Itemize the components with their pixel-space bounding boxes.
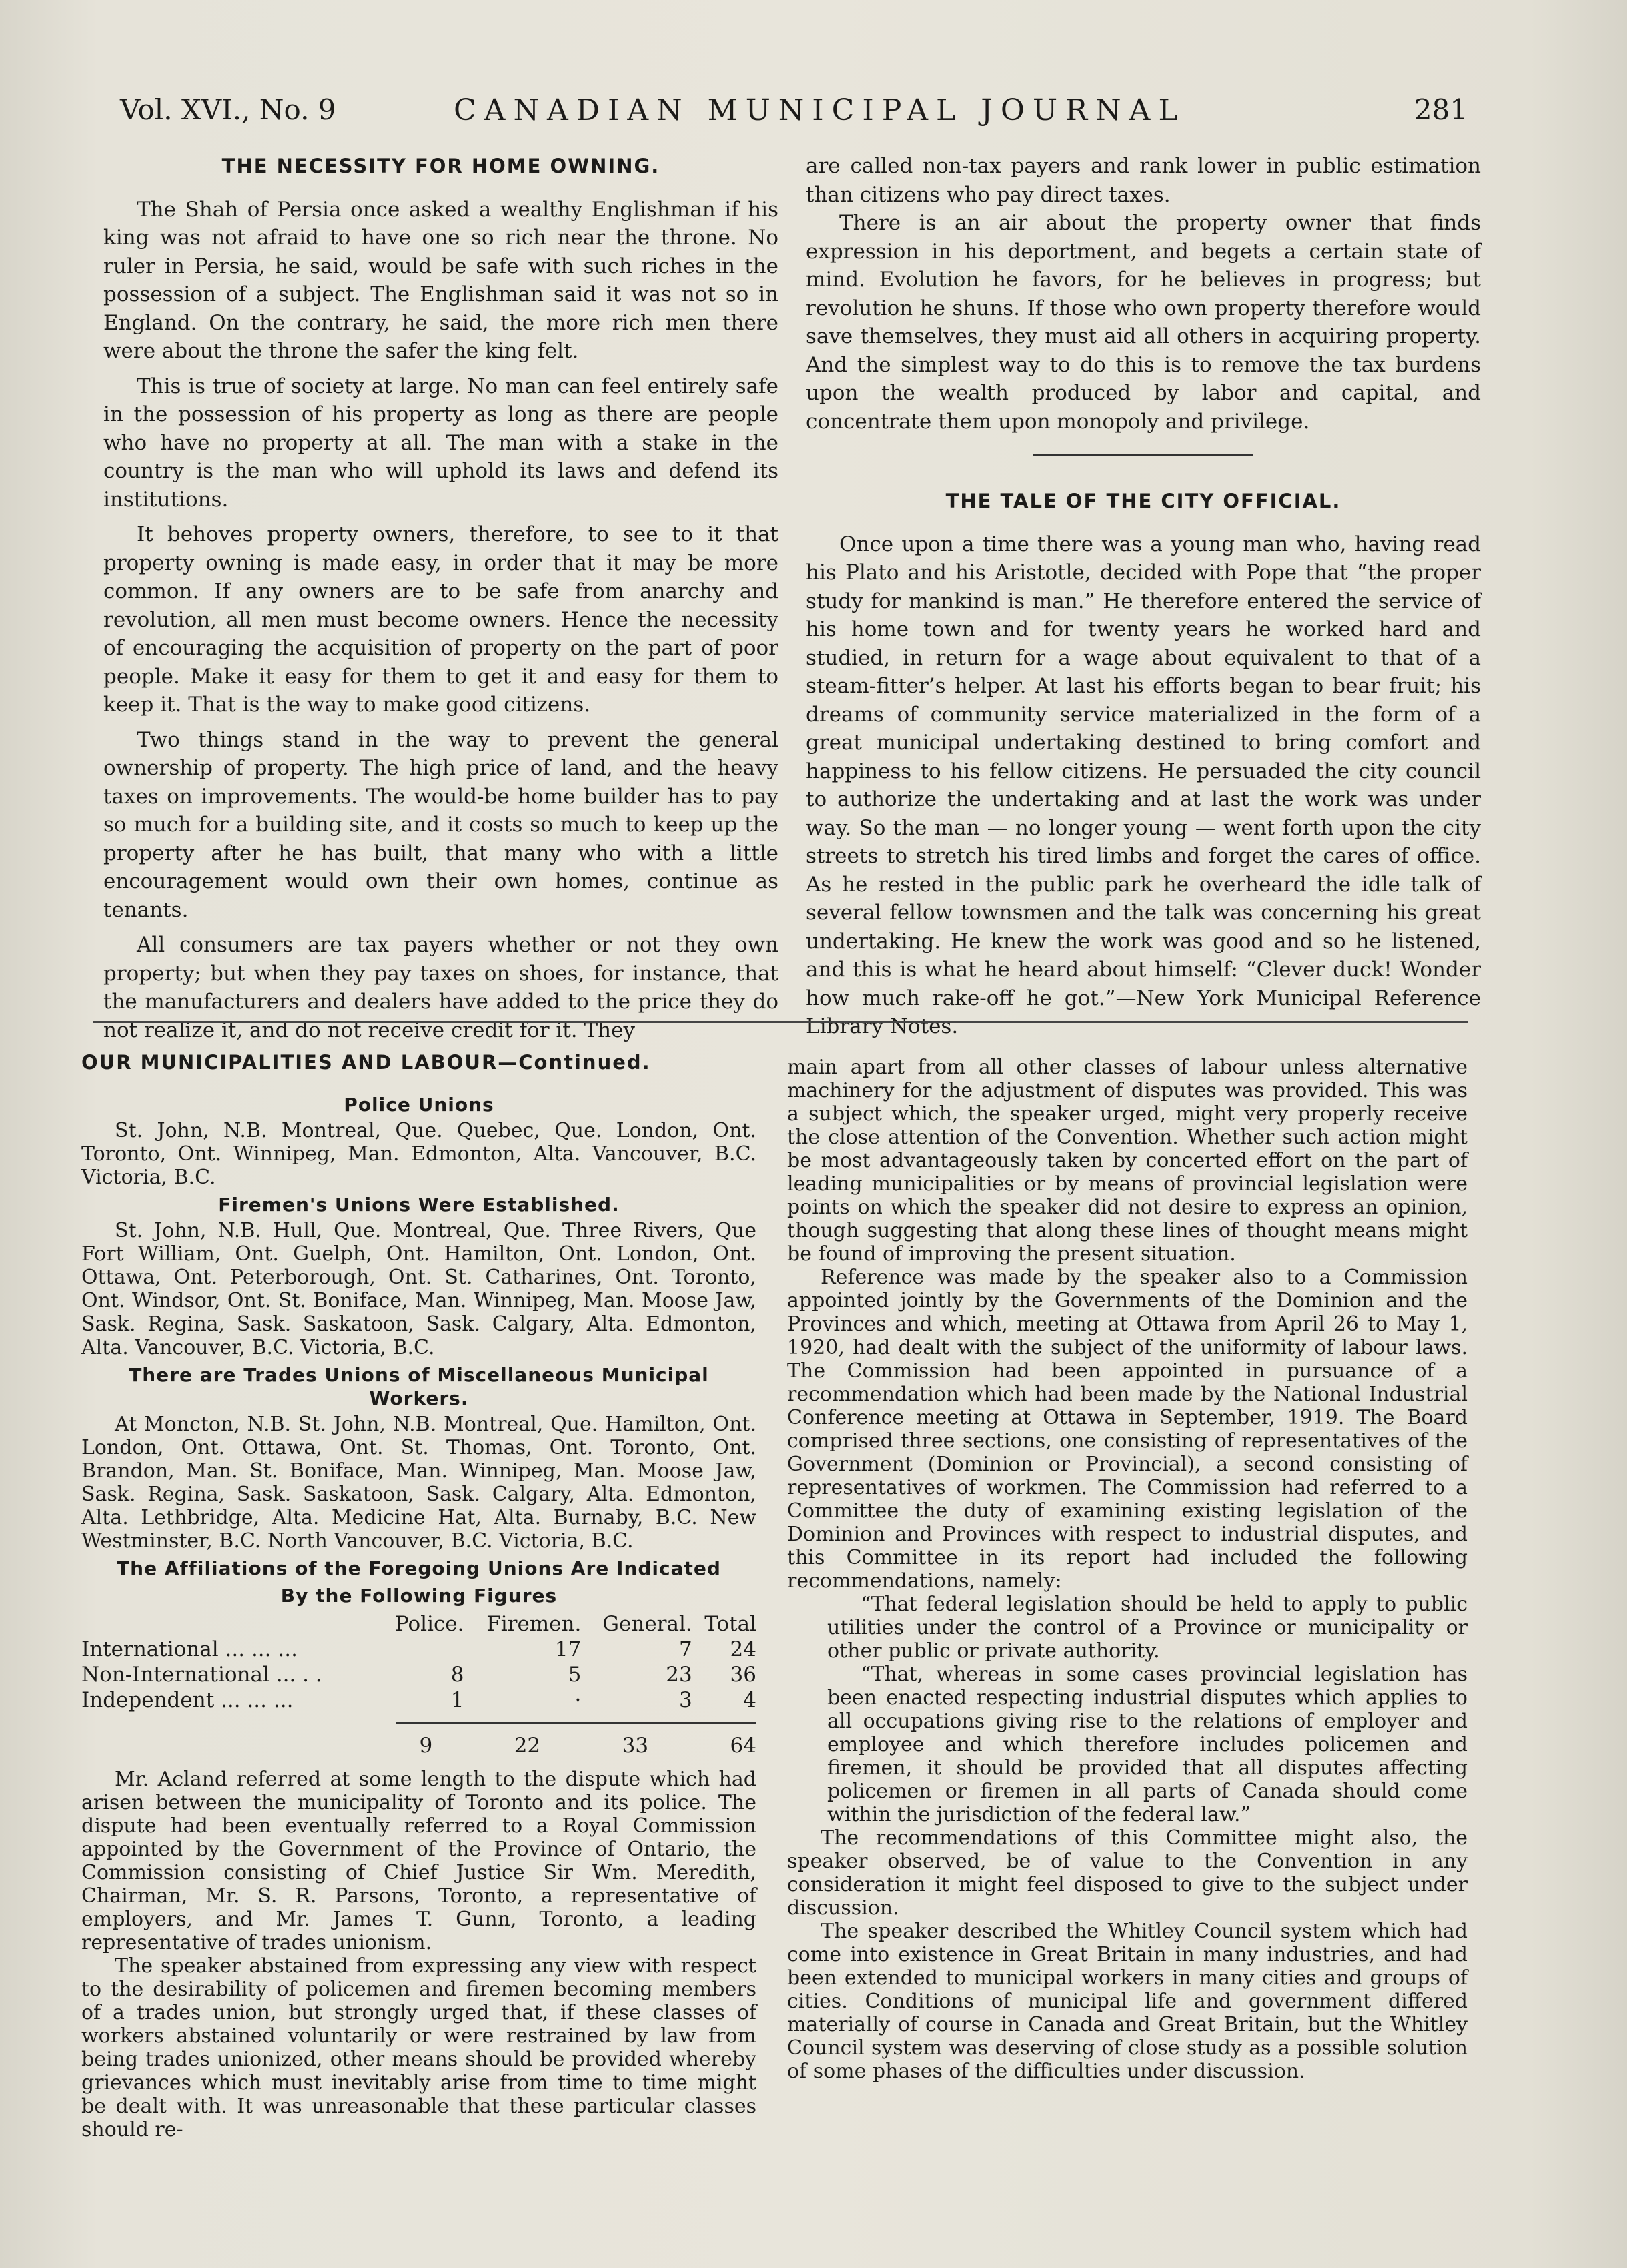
page-number: 281 [1414,93,1468,126]
cell: 4 [743,1688,756,1712]
article-home-owning [103,152,778,1044]
paragraph: It behoves property owners, therefore, to see to it that property owning is made easy, in order that it may be more common. If any owners are to be safe from anarchy and revolution, all men must become owners. Hence the necessity of encouraging the acquisition of property on the part of poor people. Make it easy for them to get it and easy for them to keep it. That is the way to make good citizens. [103,522,778,717]
quote-paragraph: “That federal legislation should be held to apply to public utilities under the control of a Province or municipality or other public or private authority. [827,1593,1468,1663]
totals-row [81,1733,756,1758]
paragraph: St. John, N.B. Hull, Que. Montreal, Que. Three Rivers, Que Fort William, Ont. Guelph, Ont. Hamilton, Ont. London, Ont. Ottawa, Ont. Peterborough, Ont. St. Catharines, Ont. Toronto, Ont. Windsor, Ont. St. Boniface, Man. Winnipeg, Man. Moose Jaw, Sask. Regina, Sask. Saskatoon, Sask. Calgary, Alta. Edmonton, Alta. Vancouver, B.C. Victoria, B.C. [81,1219,756,1359]
article-title: THE NECESSITY FOR HOME OWNING. [221,155,660,177]
cell: 36 [730,1663,756,1687]
article-title: THE TALE OF THE CITY OFFICIAL. [945,490,1341,512]
totals-rule [396,1722,756,1724]
cell: 64 [730,1734,756,1758]
cell: 3 [679,1688,692,1712]
paragraph: Mr. Acland referred at some length to the dispute which had arisen between the municipality of Toronto and its police. The dispute had been eventually referred to a Royal Commission appointed by the Government of the Province of Ontario, the Commission consisting of Chief Justice Sir Wm. Meredith, Chairman, Mr. S. R. Parsons, Toronto, a representative of employers, and Mr. James T. Gunn, Toronto, a leading representative of trades unionism. [81,1768,756,1954]
quote-paragraph: “That, whereas in some cases provincial legislation has been enacted respecting industrial disputes which applies to all occupations giving rise to the relations of employer and employee and which therefore includes policemen and firemen, it should be provided that all disputes affecting policemen or firemen in all parts of Canada should come within the jurisdiction of the federal law.” [827,1663,1468,1826]
table-row [81,1687,756,1713]
cell: 5 [568,1663,582,1687]
paragraph: All consumers are tax payers whether or not they own property; but when they pay taxes on shoes, for instance, that the manufacturers and dealers have added to the price they do not realize it, and do not receive credit for it. They [103,933,778,1042]
page-header [120,93,1468,140]
column-header: General. [602,1612,692,1636]
cell [378,1637,464,1662]
table-header-row [81,1611,756,1637]
column-header: Firemen. [486,1612,582,1636]
article-municipalities-labour [81,1051,756,2141]
affiliations-table [81,1611,756,1713]
column-header: Police. [394,1612,464,1636]
paragraph: Two things stand in the way to prevent the general ownership of property. The high price of land, and the heavy taxes on improvements. The would-be home builder has to pay so much for a building site, and it costs so much to keep up the property after he has built, that many who with a little encouragement would own their own homes, continue as tenants. [103,727,778,922]
section-heading: By the Following Figures [280,1585,558,1607]
row-label: Non-International ... . . [81,1663,322,1687]
cell: 7 [679,1637,692,1661]
article-title: OUR MUNICIPALITIES AND LABOUR—Continued. [81,1051,651,1074]
section-heading: The Affiliations of the Foregoing Unions Are Indicated [117,1557,721,1579]
paragraph: main apart from all other classes of labour unless alternative machinery for the adjustment of disputes was provided. This was a subject which, the speaker urged, might very properly receive the close attention of the Convention. Whether such action might be most advantageously taken by concerted effort on the part of leading municipalities or by means of provincial legislation were points on which the speaker did not desire to express an opinion, though suggesting that along these lines of thought means might be found of improving the present situation. [787,1056,1468,1266]
paragraph: There is an air about the property owner that finds expression in his deportment, and begets a certain state of mind. Evolution he favors, for he believes in progress; but revolution he shuns. If those who own property therefore would save themselves, they must aid all others in acquiring property. And the simplest way to do this is to remove the tax burdens upon the wealth produced by labor and capital, and concentrate them upon monopoly and privilege. [806,211,1481,434]
cell: 1 [450,1688,464,1712]
paragraph: The speaker described the Whitley Council system which had come into existence in Great Britain in many industries, and had been extended to municipal workers in many cities and groups of cities. Conditions of municipal life and government differed materially of course in Canada and Great Britain, but the Whitley Council system was deserving of close study as a possible solution of some phases of the difficulties under discussion. [787,1920,1468,2083]
bottom-right-column [787,1056,1468,2083]
paragraph: Reference was made by the speaker also to a Commission appointed jointly by the Governments of the Dominion and the Provinces and which, meeting at Ottawa from April 26 to May 1, 1920, had dealt with the subject of the uniformity of labour laws. The Commission had been appointed in pursuance of a recommendation which had been made by the National Industrial Conference meeting at Ottawa in September, 1919. The Board comprised three sections, one consisting of representatives of the Government (Dominion or Provincial), a second consisting of representatives of workmen. The Commission had referred to a Committee the duty of examining existing legislation of the Dominion and Provinces with respect to industrial disputes, and this Committee in its report had included the following recommendations, namely: [787,1266,1468,1593]
paragraph: Once upon a time there was a young man who, having read his Plato and his Aristotle, decided with Pope that “the proper study for mankind is man.” He therefore entered the service of his home town and for twenty years he worked hard and studied, in return for a wage about equivalent to that of a steam-fitter’s helper. At last his efforts began to bear fruit; his dreams of community service materialized in the form of a great municipal undertaking destined to bring comfort and happiness to his fellow citizens. He persuaded the city council to authorize the undertaking and at last the work was under way. So the man — no longer young — went forth upon the city streets to stretch his tired limbs and forget the cares of office. As he rested in the public park he overheard the idle talk of several fellow townsmen and the talk was concerning his great undertaking. He knew the work was good and so he listened, and this is what he heard about himself: “Clever duck! Wonder how much rake-off he got.”—New York Municipal Reference Library Notes. [806,532,1481,1038]
cell: 17 [554,1637,582,1661]
top-right-column [806,152,1481,1041]
table-row [81,1662,756,1687]
cell: 33 [622,1734,649,1758]
row-label: International ... ... ... [81,1637,298,1661]
paragraph: are called non-tax payers and rank lower in public estimation than citizens who pay direct taxes. [806,154,1481,207]
section-heading: There are Trades Unions of Miscellaneous Municipal Workers. [129,1364,709,1409]
paragraph: The speaker abstained from expressing any view with respect to the desirability of policemen and firemen becoming members of a trades union, but strongly urged that, if these classes of workers abstained voluntarily or were restrained by law from being trades unionized, other means should be provided whereby grievances which must inevitably arise from time to time might be dealt with. It was unreasonable that these particular classes should re- [81,1954,756,2141]
separator-rule [1033,454,1253,456]
section-heading: Firemen's Unions Were Established. [218,1194,620,1216]
paragraph: At Moncton, N.B. St. John, N.B. Montreal, Que. Hamilton, Ont. London, Ont. Ottawa, Ont. St. Thomas, Ont. Toronto, Ont. Brandon, Man. St. Boniface, Man. Winnipeg, Man. Moose Jaw, Sask. Regina, Sask. Saskatoon, Sask. Calgary, Alta. Edmonton, Alta. Lethbridge, Alta. Medicine Hat, Alta. Burnaby, B.C. New Westminster, B.C. North Vancouver, B.C. Victoria, B.C. [81,1413,756,1553]
volume-number: Vol. XVI., No. 9 [120,93,336,126]
section-heading: Police Unions [344,1094,494,1116]
paragraph: The recommendations of this Committee might also, the speaker observed, be of value to the Convention in any consideration it might feel disposed to give to the subject under discussion. [787,1826,1468,1920]
section-divider [93,1021,1468,1023]
cell: · [574,1688,582,1712]
column-header: Total [704,1612,756,1636]
paragraph: The Shah of Persia once asked a wealthy Englishman if his king was not afraid to have one so rich near the throne. No ruler in Persia, he said, would be safe with such riches in the possession of a subject. The Englishman said it was not so in England. On the contrary, he said, the more rich men there were about the throne the safer the king felt. [103,197,778,363]
cell: 24 [730,1637,756,1661]
totals-table [81,1733,756,1758]
recommendations-quote [787,1593,1468,1826]
paragraph: This is true of society at large. No man can feel entirely safe in the possession of his property as long as there are people who have no property at all. The man with a stake in the country is the man who will uphold its laws and defend its institutions. [103,374,778,512]
row-label: Independent ... ... ... [81,1688,294,1712]
cell: 22 [514,1734,541,1758]
cell: 8 [450,1663,464,1687]
table-row [81,1637,756,1662]
journal-title: CANADIAN MUNICIPAL JOURNAL [454,93,1186,127]
cell: 9 [419,1734,433,1758]
cell: 23 [666,1663,692,1687]
paragraph: St. John, N.B. Montreal, Que. Quebec, Que. London, Ont. Toronto, Ont. Winnipeg, Man. Edmonton, Alta. Vancouver, B.C. Victoria, B.C. [81,1119,756,1189]
